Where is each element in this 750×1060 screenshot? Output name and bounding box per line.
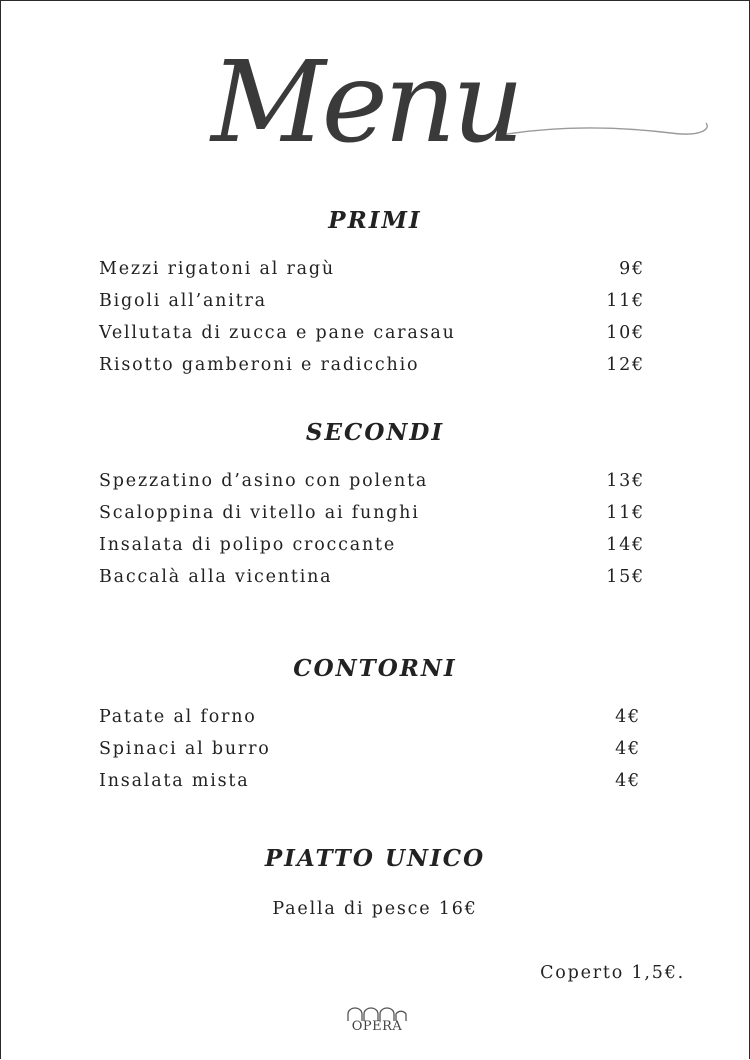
section-heading-primi: PRIMI (328, 207, 422, 234)
logo-text: OPERA (351, 1019, 403, 1034)
section-heading-contorni: CONTORNI (293, 655, 457, 682)
item-price: 12€ (606, 355, 645, 375)
item-name: Patate al forno (99, 707, 257, 727)
menu-item (99, 291, 645, 321)
section-heading-secondi: SECONDI (305, 419, 445, 446)
menu-title-text: Menu (211, 38, 521, 168)
item-price: 15€ (606, 567, 645, 587)
item-name: Mezzi rigatoni al ragù (99, 259, 335, 279)
menu-item (99, 503, 645, 533)
item-price: 13€ (606, 471, 645, 491)
item-name: Spinaci al burro (99, 739, 271, 759)
menu-item (99, 567, 645, 597)
title-flourish (501, 123, 707, 135)
item-price: 4€ (615, 707, 641, 727)
item-name: Scaloppina di vitello ai funghi (99, 503, 420, 523)
menu-item (99, 323, 645, 353)
piatto-unico-item: Paella di pesce 16€ (272, 899, 478, 919)
item-name: Vellutata di zucca e pane carasau (99, 323, 456, 343)
menu-item (99, 471, 645, 501)
menu-item (99, 259, 645, 289)
menu-item (99, 707, 645, 737)
item-price: 4€ (615, 739, 641, 759)
item-price: 4€ (615, 771, 641, 791)
opera-logo (344, 1007, 410, 1039)
menu-item (99, 739, 645, 769)
menu-title-graphic (201, 31, 721, 171)
section-heading-piatto-unico: PIATTO UNICO (264, 845, 486, 872)
item-price: 14€ (606, 535, 645, 555)
item-name: Risotto gamberoni e radicchio (99, 355, 420, 375)
item-price: 11€ (606, 503, 645, 523)
item-name: Insalata di polipo croccante (99, 535, 397, 555)
item-name: Spezzatino d’asino con polenta (99, 471, 429, 491)
menu-item (99, 355, 645, 385)
item-name: Insalata mista (99, 771, 250, 791)
menu-title (201, 31, 721, 171)
item-name: Baccalà alla vicentina (99, 567, 333, 587)
coperto-note: Coperto 1,5€. (540, 963, 685, 983)
item-price: 9€ (619, 259, 645, 279)
item-price: 11€ (606, 291, 645, 311)
item-price: 10€ (606, 323, 645, 343)
item-name: Bigoli all’anitra (99, 291, 267, 311)
menu-item (99, 535, 645, 565)
menu-item (99, 771, 645, 801)
